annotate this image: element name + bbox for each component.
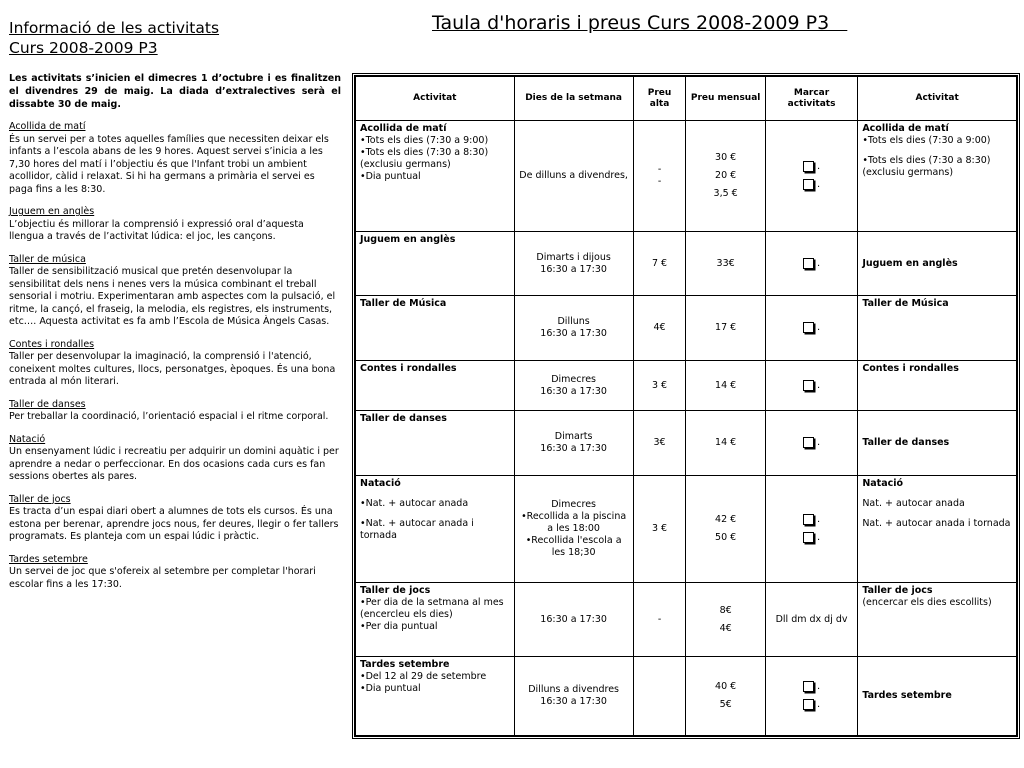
price-monthly: 20 € — [715, 169, 737, 181]
description-heading: Taller de danses — [9, 398, 86, 410]
price-alta: - — [657, 613, 662, 625]
days-text: Dimecres — [551, 498, 596, 510]
description-text: Un servei de joc que s'ofereix al setembre per completar l'horari escolar fins a les 17:30. — [9, 566, 316, 590]
info-column — [9, 18, 341, 591]
activity-name: Taller de jocs — [360, 584, 431, 596]
spacer — [862, 510, 1012, 518]
table-row — [356, 296, 1017, 361]
activity-name: Juguem en anglès — [360, 233, 456, 245]
activity-name: Tardes setembre — [862, 690, 952, 702]
description-text: Es tracta d’un espai diari obert a alumnes de tots els cursos. És una estona per berenar, aprendre jocs nous, fer deures, llegir o fer tallers programats. Es planteja com un espai lúdic i pràctic. — [9, 506, 339, 542]
checkbox-wrap — [770, 179, 854, 191]
price-monthly-cell — [686, 411, 765, 476]
activity-cell — [356, 582, 515, 657]
checkbox-wrap — [770, 258, 854, 270]
activity-name: Natació — [360, 477, 401, 489]
checkbox-wrap — [770, 699, 854, 711]
activity-name: Tardes setembre — [360, 659, 450, 671]
schedule-table-frame — [352, 73, 1020, 739]
mark-cell — [765, 296, 858, 361]
activity-cell-right — [858, 657, 1017, 736]
price-monthly: 40 € — [715, 681, 737, 693]
description-section — [9, 254, 341, 329]
days-text: 16:30 a 17:30 — [540, 385, 607, 397]
activity-name: Juguem en anglès — [862, 257, 958, 269]
days-text: Dilluns a divendres — [528, 684, 619, 696]
price-monthly-cell — [686, 231, 765, 296]
days-cell — [514, 657, 633, 736]
checkbox-dot: . — [816, 178, 821, 190]
checkbox-dot: . — [816, 379, 821, 391]
price-monthly: 17 € — [715, 322, 737, 334]
price-alta: 3 € — [651, 379, 668, 391]
price-alta-cell — [633, 360, 686, 410]
description-heading: Contes i rondalles — [9, 338, 95, 350]
description-text: És un servei per a totes aquelles famílies que necessiten deixar els infants a l’escola abans de les 9 hores. Aquest servei s’inicia a les 7,30 hores del matí i l’objectiu és que l'Infant trobi un ambient acollidor, càlid i relaxat. Si hi ha germans a primària el servei es paga fins a les 8:30. — [9, 133, 329, 195]
checkbox[interactable] — [803, 699, 814, 710]
intro-paragraph: Les activitats s’inicien el dimecres 1 d’octubre i es finalitzen el divendres 29 de maig. La diada d’extralectives serà el dissabte 30 de maig. — [9, 73, 341, 110]
checkbox[interactable] — [803, 161, 814, 172]
mark-cell — [765, 582, 858, 657]
days-text: De dilluns a divendres, — [519, 169, 628, 181]
checkbox-wrap — [770, 681, 854, 693]
price-alta: 4€ — [653, 322, 666, 334]
description-section — [9, 399, 341, 424]
days-text: 16:30 a 17:30 — [540, 328, 607, 340]
activity-name: Taller de Música — [862, 298, 949, 310]
checkbox-dot: . — [816, 699, 821, 711]
days-text: Dimecres — [551, 373, 596, 385]
mark-cell — [765, 475, 858, 582]
days-cell — [514, 360, 633, 410]
days-text: Dilluns — [557, 316, 590, 328]
mark-cell — [765, 411, 858, 476]
description-section — [9, 339, 341, 389]
checkbox[interactable] — [803, 179, 814, 190]
activity-cell — [356, 411, 515, 476]
price-alta-cell — [633, 657, 686, 736]
weekday-selector[interactable]: Dll dm dx dj dv — [775, 613, 848, 625]
checkbox-wrap — [770, 532, 854, 544]
description-text: L’objectiu és millorar la comprensió i expressió oral d’aquesta llengua a través de l’activitat lúdica: el joc, les cançons. — [9, 218, 304, 242]
activity-cell-right — [858, 231, 1017, 296]
price-alta: - — [657, 163, 662, 175]
activity-descriptions — [9, 121, 341, 591]
table-row — [356, 657, 1017, 736]
spacer — [360, 510, 510, 518]
days-text: •Recollida l'escola a les 18;30 — [525, 534, 622, 558]
activity-name: Taller de danses — [360, 413, 447, 425]
price-alta: 3 € — [651, 522, 668, 534]
days-text: 16:30 a 17:30 — [540, 263, 607, 275]
price-alta-cell — [633, 121, 686, 232]
spacer — [862, 490, 1012, 498]
table-row — [356, 360, 1017, 410]
price-monthly: 8€ — [719, 604, 732, 616]
price-monthly: 42 € — [715, 513, 737, 525]
checkbox-wrap — [770, 161, 854, 173]
checkbox-wrap — [770, 322, 854, 334]
description-section — [9, 494, 341, 544]
activity-name: Acollida de matí — [862, 123, 949, 134]
checkbox[interactable] — [803, 380, 814, 391]
description-heading: Acollida de matí — [9, 121, 86, 132]
column-header: Activitat — [858, 77, 1017, 121]
activity-cell-right — [858, 411, 1017, 476]
price-monthly-cell — [686, 475, 765, 582]
days-cell — [514, 411, 633, 476]
checkbox[interactable] — [803, 437, 814, 448]
activity-name: Acollida de matí — [360, 123, 447, 134]
price-monthly: 30 € — [715, 151, 737, 163]
price-monthly: 4€ — [719, 622, 732, 634]
price-alta-cell — [633, 296, 686, 361]
days-text: •Recollida a la piscina a les 18:00 — [521, 510, 627, 534]
price-alta-cell — [633, 475, 686, 582]
activity-cell-right — [858, 360, 1017, 410]
checkbox-wrap — [770, 437, 854, 449]
checkbox[interactable] — [803, 322, 814, 333]
mark-cell — [765, 360, 858, 410]
mark-cell — [765, 121, 858, 232]
activity-cell-right — [858, 582, 1017, 657]
activity-name: Taller de Música — [360, 298, 447, 310]
activity-option: (encercar els dies escollits) — [862, 596, 992, 608]
activity-option: •Tots els dies (7:30 a 8:30) (exclusiu germans) — [862, 155, 991, 178]
schedule-table — [355, 76, 1017, 736]
checkbox[interactable] — [803, 514, 814, 525]
price-monthly-cell — [686, 657, 765, 736]
price-alta-cell — [633, 411, 686, 476]
price-alta: - — [657, 175, 662, 187]
table-row — [356, 121, 1017, 232]
activity-cell — [356, 475, 515, 582]
mark-cell — [765, 657, 858, 736]
activity-cell — [356, 121, 515, 232]
activity-cell — [356, 296, 515, 361]
activity-option: •Dia puntual — [360, 171, 421, 182]
activity-name: Contes i rondalles — [360, 362, 457, 374]
description-section — [9, 121, 341, 196]
checkbox[interactable] — [803, 258, 814, 269]
activity-name: Taller de danses — [862, 437, 950, 449]
activity-cell-right — [858, 296, 1017, 361]
price-monthly-cell — [686, 296, 765, 361]
checkbox-dot: . — [816, 437, 821, 449]
column-header: Dies de la setmana — [514, 77, 633, 121]
activity-option: •Per dia puntual — [360, 620, 438, 632]
table-row — [356, 411, 1017, 476]
activity-option: •Tots els dies (7:30 a 8:30) (exclusiu germans) — [360, 147, 489, 170]
activity-name: Taller de jocs — [862, 584, 933, 596]
table-row — [356, 475, 1017, 582]
days-text: 16:30 a 17:30 — [540, 696, 607, 708]
activity-cell — [356, 231, 515, 296]
days-cell — [514, 475, 633, 582]
price-monthly: 50 € — [715, 531, 737, 543]
activity-option: •Nat. + autocar anada — [360, 497, 469, 509]
checkbox-dot: . — [816, 322, 821, 334]
activity-option: •Tots els dies (7:30 a 9:00) — [862, 135, 991, 146]
checkbox-wrap — [770, 514, 854, 526]
description-heading: Taller de música — [9, 253, 86, 265]
activity-name: Natació — [862, 477, 904, 489]
price-monthly: 5€ — [719, 699, 732, 711]
checkbox-wrap — [770, 380, 854, 392]
days-cell — [514, 582, 633, 657]
info-subtitle: Curs 2008-2009 P3 — [9, 39, 158, 57]
description-heading: Juguem en anglès — [9, 206, 95, 217]
activity-option: •Dia puntual — [360, 683, 421, 695]
activity-option: •Del 12 al 29 de setembre — [360, 671, 487, 683]
checkbox[interactable] — [803, 532, 814, 543]
checkbox-dot: . — [816, 257, 821, 269]
column-header: Marcar activitats — [765, 77, 858, 121]
checkbox-dot: . — [816, 531, 821, 543]
price-monthly: 33€ — [716, 257, 735, 269]
table-header-row — [356, 77, 1017, 121]
price-alta-cell — [633, 231, 686, 296]
column-header: Preu mensual — [686, 77, 765, 121]
days-text: Dimarts i dijous — [536, 251, 611, 263]
description-heading: Tardes setembre — [9, 553, 88, 565]
description-text: Per treballar la coordinació, l’orientació espacial i el ritme corporal. — [9, 411, 329, 422]
column-header: Preu alta — [633, 77, 686, 121]
activity-cell — [356, 360, 515, 410]
checkbox-dot: . — [816, 160, 821, 172]
description-heading: Taller de jocs — [9, 493, 71, 505]
days-text: 16:30 a 17:30 — [540, 443, 607, 455]
checkbox[interactable] — [803, 681, 814, 692]
description-section — [9, 434, 341, 484]
activity-option: •Per dia de la setmana al mes (encercleu els dies) — [360, 596, 504, 620]
description-section — [9, 206, 341, 244]
price-alta: 7 € — [651, 257, 668, 269]
days-text: 16:30 a 17:30 — [540, 613, 607, 625]
spacer — [862, 147, 1012, 155]
price-alta: 3€ — [653, 437, 666, 449]
activity-option: Nat. + autocar anada — [862, 497, 965, 509]
activity-cell — [356, 657, 515, 736]
price-monthly-cell — [686, 582, 765, 657]
table-row — [356, 582, 1017, 657]
checkbox-dot: . — [816, 681, 821, 693]
price-alta-cell — [633, 582, 686, 657]
description-section — [9, 554, 341, 592]
activity-name: Contes i rondalles — [862, 362, 959, 374]
description-heading: Natació — [9, 433, 46, 445]
price-monthly-cell — [686, 121, 765, 232]
days-cell — [514, 296, 633, 361]
days-cell — [514, 121, 633, 232]
checkbox-dot: . — [816, 513, 821, 525]
price-monthly: 14 € — [715, 379, 737, 391]
description-text: Taller de sensibilització musical que pretén desenvolupar la sensibilitat dels nens i nenes vers la música combinant el treball sensorial i motriu. Experimentaran amb aspectes com la pulsació, el ritme, la cançó, el fraseig, la melodia, els registres, els instruments, etc…. Aquesta activitat es fa amb l’Escola de Música Àngels Casas. — [9, 266, 336, 327]
activity-option: Nat. + autocar anada i tornada — [862, 517, 1011, 529]
days-text: Dimarts — [554, 431, 593, 443]
price-monthly: 3,5 € — [713, 187, 738, 199]
price-monthly: 14 € — [715, 437, 737, 449]
column-header: Activitat — [356, 77, 515, 121]
activity-option: •Tots els dies (7:30 a 9:00) — [360, 135, 489, 146]
activity-option: •Nat. + autocar anada i tornada — [360, 517, 474, 541]
activity-cell-right — [858, 475, 1017, 582]
schedule-title: Taula d'horaris i preus Curs 2008-2009 P3 — [432, 12, 848, 34]
mark-cell — [765, 231, 858, 296]
description-text: Taller per desenvolupar la imaginació, la comprensió i l'atenció, coneixent moltes cultures, llocs, personatges, èpoques. És una bona entrada al món literari. — [9, 351, 336, 387]
spacer — [360, 490, 510, 498]
info-title: Informació de les activitats — [9, 19, 220, 37]
description-text: Un ensenyament lúdic i recreatiu per adquirir un domini aquàtic i per aprendre a nedar o perfeccionar. En dos ocasions cada curs es fan sessions obertes als pares. — [9, 446, 339, 482]
days-cell — [514, 231, 633, 296]
activity-cell-right — [858, 121, 1017, 232]
table-row — [356, 231, 1017, 296]
price-monthly-cell — [686, 360, 765, 410]
